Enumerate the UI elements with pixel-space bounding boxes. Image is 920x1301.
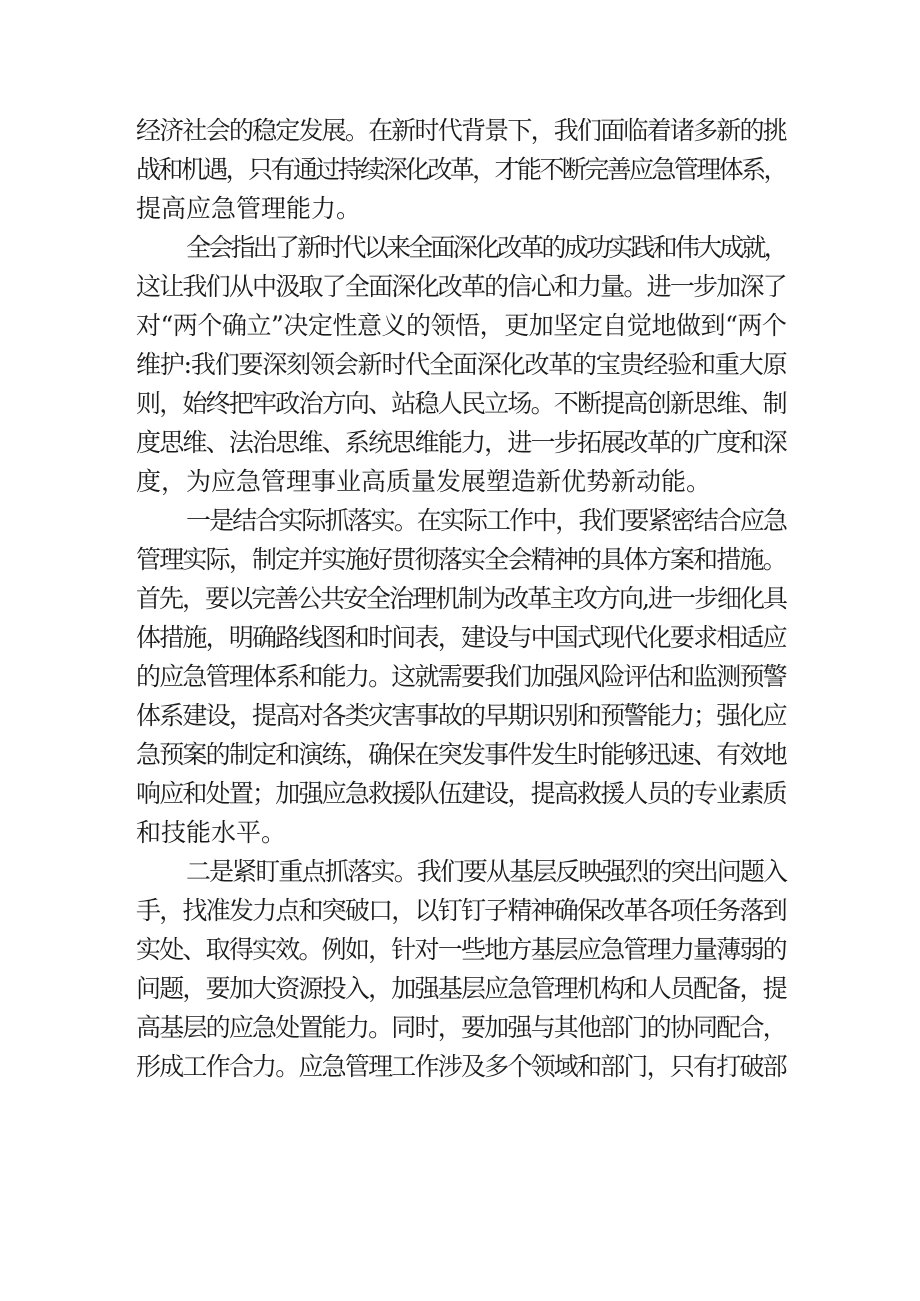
text-line: 管理实际，制定并实施好贯彻落实全会精神的具体方案和措施。	[136, 545, 786, 574]
text-line: 则，始终把牢政治方向、站稳人民立场。不断提高创新思维、制	[136, 389, 786, 418]
text-line: 战和机遇，只有通过持续深化改革，才能不断完善应急管理体系，	[136, 155, 786, 184]
text-line: 响应和处置；加强应急救援队伍建设，提高救援人员的专业素质	[136, 779, 786, 808]
text-line: 体系建设，提高对各类灾害事故的早期识别和预警能力；强化应	[136, 701, 786, 730]
text-line: 的应急管理体系和能力。这就需要我们加强风险评估和监测预警	[136, 662, 786, 691]
paragraph-2	[136, 228, 786, 501]
text-line: 度思维、法治思维、系统思维能力，进一步拓展改革的广度和深	[136, 428, 786, 457]
text-line: 提高应急管理能力。	[136, 194, 362, 223]
paragraph-4	[136, 852, 786, 1086]
text-line: 和技能水平。	[136, 818, 287, 847]
paragraph-3	[136, 501, 786, 852]
text-line: 对“两个确立”决定性意义的领悟，更加坚定自觉地做到“两个	[136, 311, 787, 340]
text-line: 一是结合实际抓落实。在实际工作中，我们要紧密结合应急	[186, 506, 787, 535]
text-line: 问题，要加大资源投入，加强基层应急管理机构和人员配备，提	[136, 974, 786, 1003]
text-line: 体措施，明确路线图和时间表，建设与中国式现代化要求相适应	[136, 623, 786, 652]
text-line: 二是紧盯重点抓落实。我们要从基层反映强烈的突出问题入	[186, 857, 787, 886]
text-line: 维护:我们要深刻领会新时代全面深化改革的宝贵经验和重大原	[136, 350, 787, 379]
text-line: 急预案的制定和演练，确保在突发事件发生时能够迅速、有效地	[136, 740, 786, 769]
text-line: 实处、取得实效。例如，针对一些地方基层应急管理力量薄弱的	[136, 935, 786, 964]
text-line: 首先，要以完善公共安全治理机制为改革主攻方向,进一步细化具	[136, 584, 786, 613]
text-line: 度，为应急管理事业高质量发展塑造新优势新动能。	[136, 467, 712, 496]
paragraph-1	[136, 111, 786, 228]
text-line: 手，找准发力点和突破口，以钉钉子精神确保改革各项任务落到	[136, 896, 786, 925]
text-line: 高基层的应急处置能力。同时，要加强与其他部门的协同配合，	[136, 1013, 786, 1042]
document-body	[136, 111, 786, 1086]
text-line: 形成工作合力。应急管理工作涉及多个领域和部门，只有打破部	[136, 1052, 786, 1081]
text-line: 这让我们从中汲取了全面深化改革的信心和力量。进一步加深了	[136, 272, 786, 301]
text-line: 全会指出了新时代以来全面深化改革的成功实践和伟大成就，	[186, 233, 786, 262]
text-line: 经济社会的稳定发展。在新时代背景下，我们面临着诸多新的挑	[136, 116, 786, 145]
